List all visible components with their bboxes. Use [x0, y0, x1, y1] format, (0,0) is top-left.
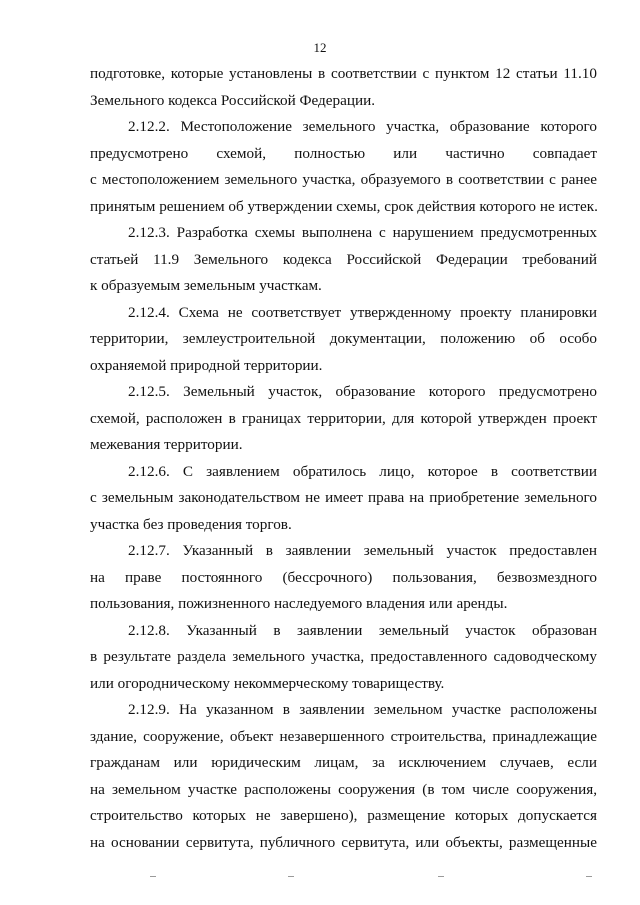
text-line: на основании сервитута, публичного сервитута, или объекты, размещенные [90, 833, 597, 851]
text-line: пользования, пожизненного наследуемого владения или аренды. [90, 595, 508, 612]
text-line: 2.12.3. Разработка схемы выполнена с нарушением предусмотренных [128, 224, 597, 241]
text-line: охраняемой природной территории. [90, 356, 323, 374]
paragraph-2-12-8 [90, 618, 597, 698]
text-line: строительство которых не завершено), размещение которых допускается [90, 807, 597, 824]
text-line: в результате раздела земельного участка, предоставленного садоводческому [90, 648, 597, 665]
text-line: 2.12.2. Местоположение земельного участка, образование которого [128, 118, 597, 135]
scan-mark [288, 876, 294, 877]
text-line: или огородническому некоммерческому товариществу. [90, 674, 445, 692]
text-line: схемой, расположен в границах территории, для которой утвержден проект [90, 409, 597, 427]
text-line: статьей 11.9 Земельного кодекса Российской Федерации требований [90, 250, 597, 268]
text-line: участка без проведения торгов. [90, 515, 292, 533]
text-line: 2.12.5. Земельный участок, образование которого предусмотрено [128, 383, 597, 400]
text-line: 2.12.7. Указанный в заявлении земельный участок предоставлен [128, 542, 597, 559]
paragraph-2-12-3 [90, 220, 597, 300]
paragraph-continuation [90, 61, 597, 114]
scan-artifacts [0, 876, 640, 886]
text-line: с местоположением земельного участка, образуемого в соответствии с ранее [90, 171, 597, 188]
text-line: на земельном участке расположены сооружения (в том числе сооружения, [90, 780, 597, 798]
text-line: межевания территории. [90, 436, 243, 453]
text-line: принятым решением об утверждении схемы, срок действия которого не истек. [90, 197, 598, 215]
text-line: с земельным законодательством не имеет права на приобретение земельного [90, 489, 597, 506]
text-line: предусмотрено схемой, полностью или частично совпадает [90, 144, 597, 162]
document-body [90, 61, 597, 856]
scan-mark [586, 876, 592, 877]
scan-mark [438, 876, 444, 877]
text-line: к образуемым земельным участкам. [90, 277, 322, 294]
paragraph-2-12-6 [90, 459, 597, 539]
page-number: 12 [313, 40, 327, 55]
text-line: 2.12.8. Указанный в заявлении земельный участок образован [128, 621, 597, 639]
paragraph-2-12-7 [90, 538, 597, 618]
paragraph-2-12-2 [90, 114, 597, 220]
text-line: здание, сооружение, объект незавершенного строительства, принадлежащие [90, 727, 597, 745]
text-line: Земельного кодекса Российской Федерации. [90, 91, 376, 109]
text-line: территории, землеустроительной документации, положению об особо [90, 330, 597, 347]
text-line: подготовке, которые установлены в соответствии с пунктом 12 статьи 11.10 [90, 65, 597, 82]
text-line: 2.12.6. С заявлением обратилось лицо, которое в соответствии [128, 462, 597, 480]
paragraph-2-12-4 [90, 300, 597, 380]
scan-mark [150, 876, 156, 877]
paragraph-2-12-9 [90, 697, 597, 856]
text-line: гражданам или юридическим лицам, за исключением случаев, если [90, 754, 597, 771]
text-line: 2.12.4. Схема не соответствует утвержденному проекту планировки [128, 303, 597, 321]
text-line: на праве постоянного (бессрочного) пользования, безвозмездного [90, 568, 597, 586]
text-line: 2.12.9. На указанном в заявлении земельном участке расположены [128, 701, 597, 718]
paragraph-2-12-5 [90, 379, 597, 459]
